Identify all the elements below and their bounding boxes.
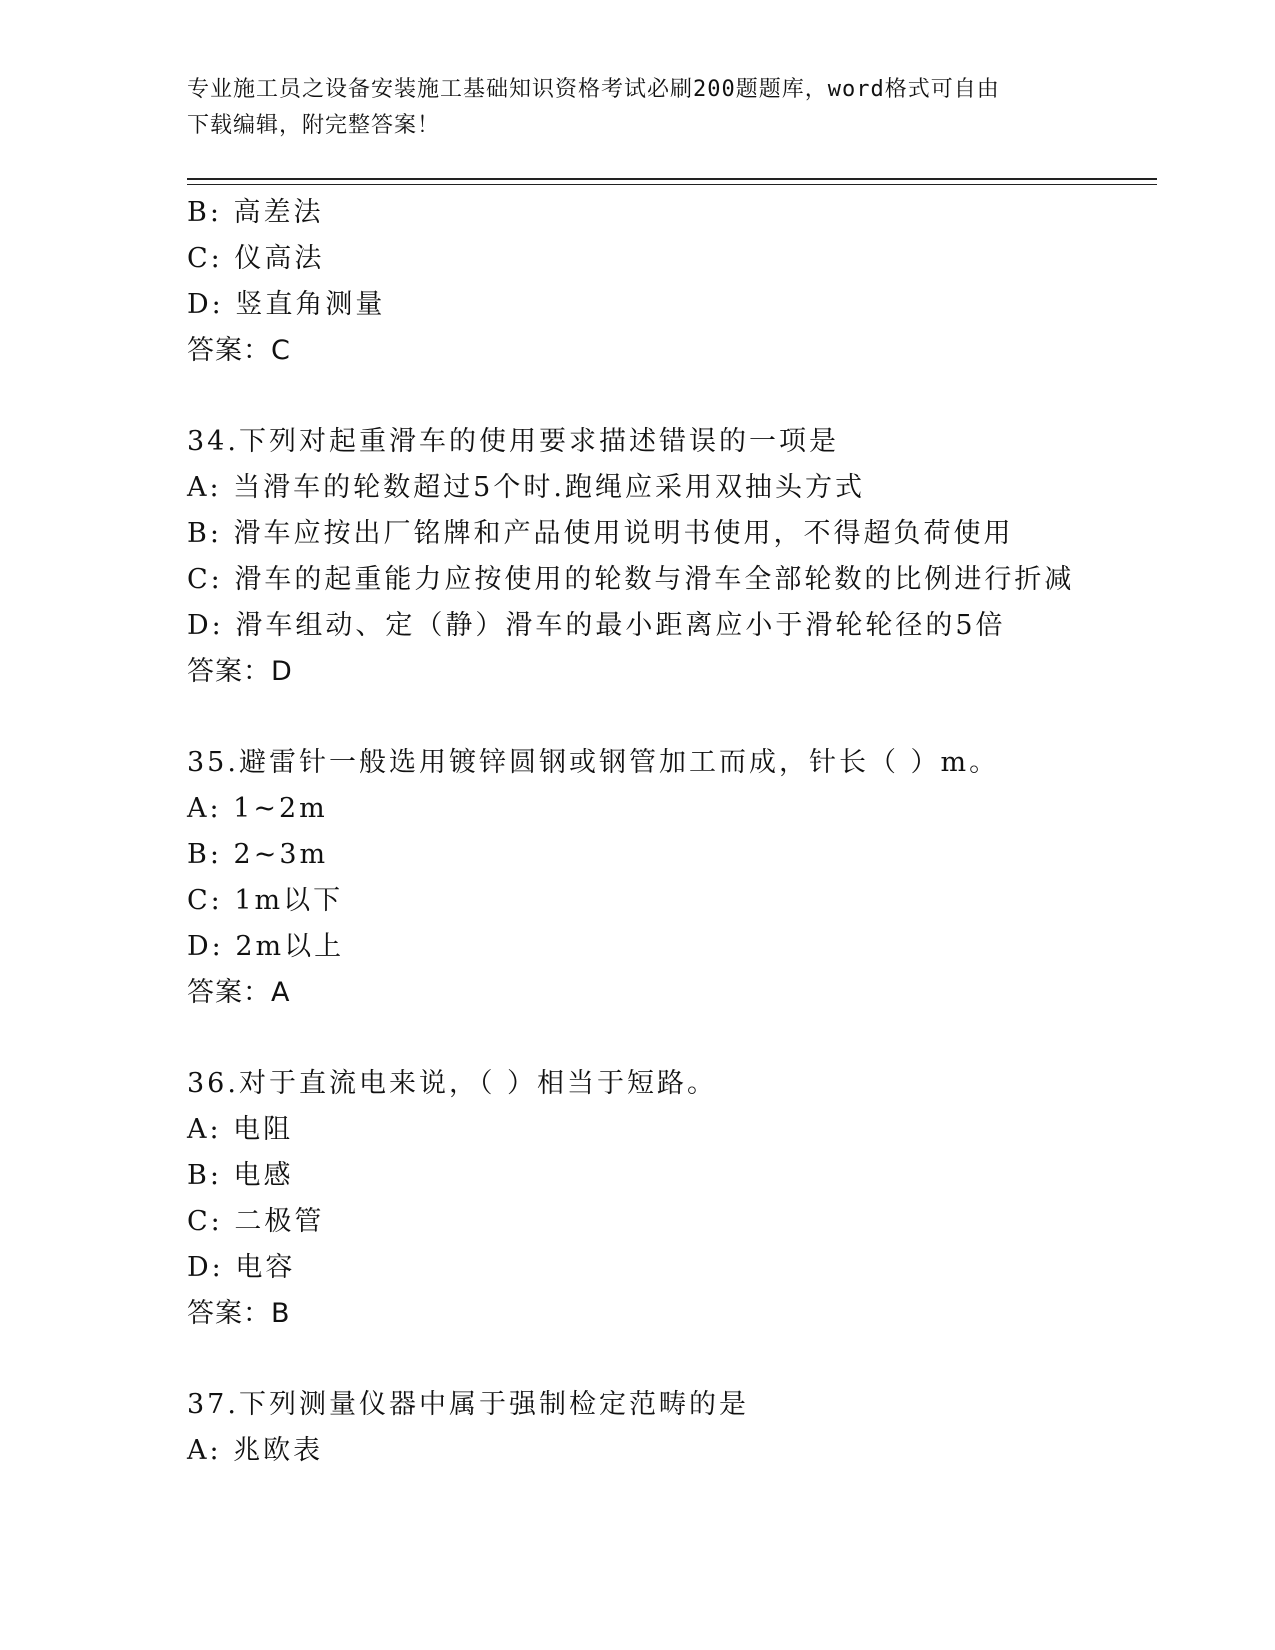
document-header: [187, 72, 1067, 144]
option-d: D: 2m以上: [187, 931, 345, 962]
question-33-continued: [187, 190, 1167, 374]
header-divider: [187, 178, 1157, 180]
question-text: 36.对于直流电来说，（ ）相当于短路。: [187, 1068, 718, 1099]
answer: 答案：C: [187, 335, 291, 366]
question-text: 34.下列对起重滑车的使用要求描述错误的一项是: [187, 426, 839, 457]
option-c: C: 1m以下: [187, 885, 344, 916]
question-34: [187, 419, 1167, 695]
question-text: 35.避雷针一般选用镀锌圆钢或钢管加工而成，针长（ ）m。: [187, 747, 1000, 778]
question-37: [187, 1382, 1167, 1474]
header-line-2: 下载编辑，附完整答案！: [187, 113, 441, 138]
option-b: B: 滑车应按出厂铭牌和产品使用说明书使用，不得超负荷使用: [187, 518, 1014, 549]
option-c: C: 滑车的起重能力应按使用的轮数与滑车全部轮数的比例进行折减: [187, 564, 1075, 595]
option-d: D: 电容: [187, 1252, 296, 1283]
option-c: C: 仪高法: [187, 243, 325, 274]
answer: 答案：A: [187, 977, 291, 1008]
question-text: 37.下列测量仪器中属于强制检定范畴的是: [187, 1389, 749, 1420]
answer: 答案：B: [187, 1298, 291, 1329]
option-a: A: 电阻: [187, 1114, 294, 1145]
header-line-1: 专业施工员之设备安装施工基础知识资格考试必刷200题题库，word格式可自由: [187, 77, 1000, 102]
header-divider-thin: [187, 184, 1157, 185]
document-body: [187, 190, 1167, 1474]
option-a: A: 当滑车的轮数超过5个时.跑绳应采用双抽头方式: [187, 472, 865, 503]
answer: 答案：D: [187, 656, 293, 687]
option-d: D: 滑车组动、定（静）滑车的最小距离应小于滑轮轮径的5倍: [187, 610, 1006, 641]
option-d: D: 竖直角测量: [187, 289, 386, 320]
option-c: C: 二极管: [187, 1206, 325, 1237]
option-b: B: 2~3m: [187, 839, 329, 870]
option-a: A: 1~2m: [187, 793, 328, 824]
option-b: B: 高差法: [187, 197, 324, 228]
question-36: [187, 1061, 1167, 1337]
option-a: A: 兆欧表: [187, 1435, 324, 1466]
option-b: B: 电感: [187, 1160, 294, 1191]
question-35: [187, 740, 1167, 1016]
